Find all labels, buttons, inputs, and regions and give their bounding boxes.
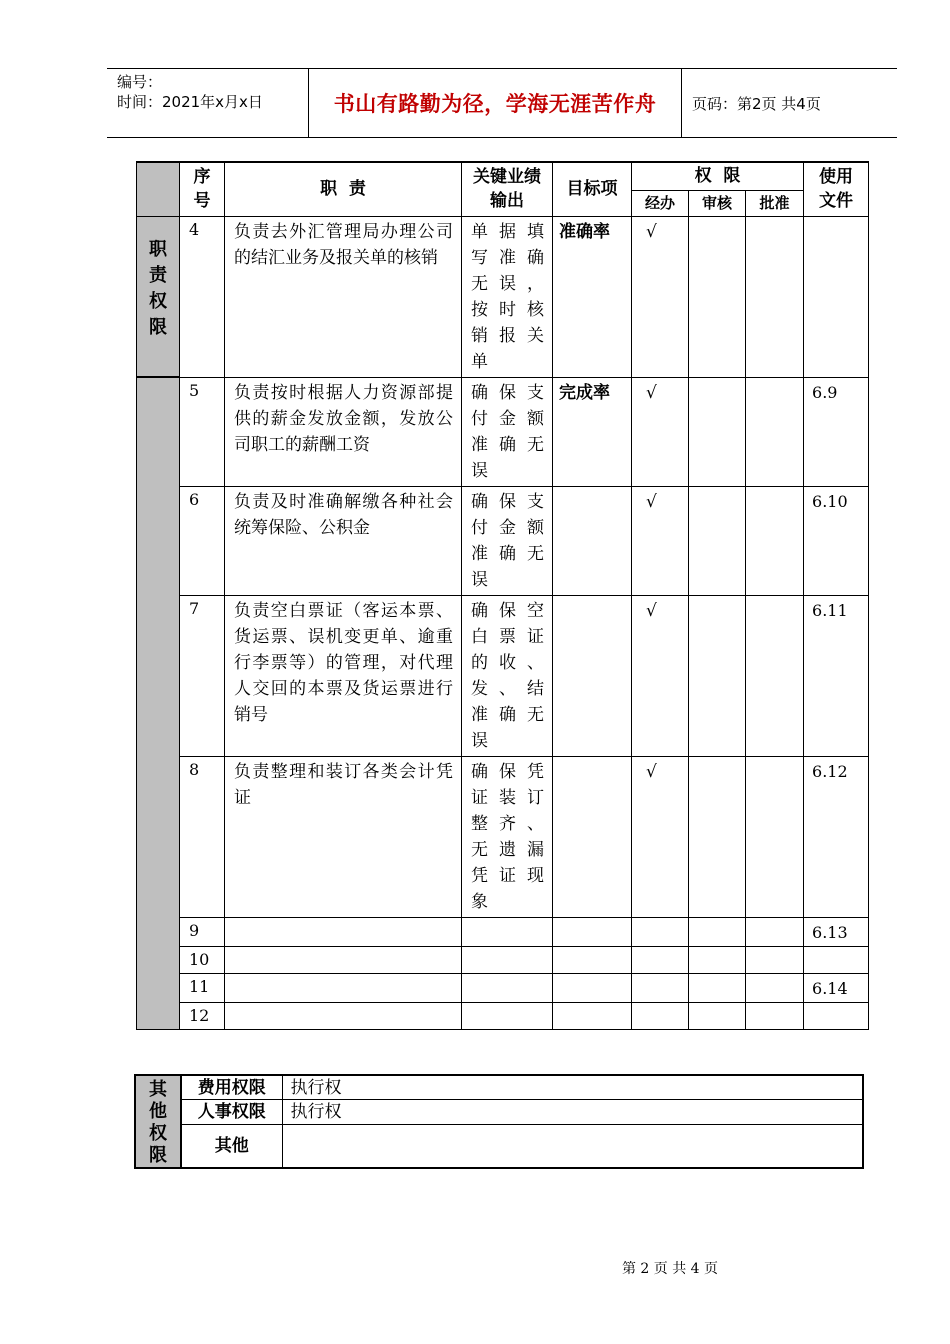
- document-number-label: 编号：: [117, 73, 163, 91]
- cell-target: [553, 486, 632, 595]
- cell-kpi: [462, 486, 553, 595]
- cell-review: [689, 216, 746, 377]
- other-authority-table: [134, 1074, 864, 1169]
- cell-review: [689, 917, 746, 946]
- side-label-duty-authority: [137, 216, 180, 377]
- header-approve: 批准: [746, 190, 804, 216]
- duty-authority-table: [136, 161, 869, 1030]
- cell-target: 准确率: [553, 216, 632, 377]
- cell-approve: [746, 917, 804, 946]
- cell-approve: [746, 377, 804, 486]
- header-kpi: 关键业绩输出: [462, 162, 553, 216]
- cell-handle: [632, 973, 689, 1002]
- cell-target: [553, 946, 632, 973]
- other-value: [282, 1125, 863, 1168]
- cell-seq: 8: [180, 756, 225, 917]
- table-row: [137, 377, 869, 486]
- document-time-label: 时间：2021年x月x日: [117, 93, 263, 111]
- kpi-line: 准确无: [471, 543, 544, 564]
- header-corner: [137, 162, 180, 216]
- cell-doc: 6.11: [804, 595, 869, 756]
- kpi-line: 单: [471, 351, 488, 372]
- kpi-line: 无误，: [471, 273, 544, 294]
- kpi-line: 确保空: [471, 600, 544, 621]
- header-page-cell: [682, 69, 897, 137]
- kpi-line: 的收、: [471, 652, 544, 673]
- cell-target: [553, 595, 632, 756]
- header-review: 审核: [689, 190, 746, 216]
- page-info: 页码：第2页 共4页: [692, 94, 821, 113]
- table-row: [137, 917, 869, 946]
- cell-approve: [746, 946, 804, 973]
- cell-kpi: [462, 917, 553, 946]
- cell-doc: 6.13: [804, 917, 869, 946]
- cell-approve: [746, 973, 804, 1002]
- cell-doc: 6.9: [804, 377, 869, 486]
- cell-kpi: [462, 377, 553, 486]
- cell-duty: 负责按时根据人力资源部提供的薪金发放金额，发放公司职工的薪酬工资: [225, 377, 462, 486]
- header-motto-cell: [309, 69, 682, 137]
- other-value: 执行权: [282, 1075, 863, 1100]
- cell-doc: [804, 216, 869, 377]
- cell-duty: 负责及时准确解缴各种社会统筹保险、公积金: [225, 486, 462, 595]
- cell-review: [689, 756, 746, 917]
- table-row: [137, 946, 869, 973]
- cell-seq: 10: [180, 946, 225, 973]
- kpi-line: 付金额: [471, 408, 544, 429]
- cell-review: [689, 595, 746, 756]
- cell-review: [689, 486, 746, 595]
- cell-handle: [632, 946, 689, 973]
- cell-duty: [225, 1002, 462, 1029]
- cell-duty: 负责空白票证（客运本票、货运票、误机变更单、逾重行李票等）的管理，对代理人交回的本票及货运票进行销号: [225, 595, 462, 756]
- other-label: 人事权限: [181, 1100, 282, 1125]
- table-row: [137, 595, 869, 756]
- cell-kpi: [462, 1002, 553, 1029]
- table-row: [135, 1075, 863, 1100]
- kpi-line: 确保支: [471, 382, 544, 403]
- cell-kpi: [462, 595, 553, 756]
- side-label-text: 职责权限: [149, 238, 167, 338]
- header-seq: 序号: [180, 162, 225, 216]
- kpi-line: 写准确: [471, 247, 544, 268]
- cell-approve: [746, 595, 804, 756]
- cell-review: [689, 973, 746, 1002]
- other-value: 执行权: [282, 1100, 863, 1125]
- cell-approve: [746, 756, 804, 917]
- header-handle: 经办: [632, 190, 689, 216]
- cell-doc: [804, 946, 869, 973]
- cell-seq: 4: [180, 216, 225, 377]
- cell-target: [553, 917, 632, 946]
- header-doc: 使用文件: [804, 162, 869, 216]
- table-row: [137, 486, 869, 595]
- kpi-line: 发、结: [471, 678, 544, 699]
- kpi-line: 确保支: [471, 491, 544, 512]
- cell-approve: [746, 1002, 804, 1029]
- header-target: 目标项: [553, 162, 632, 216]
- table-row: [137, 1002, 869, 1029]
- kpi-line: 误: [471, 569, 488, 590]
- cell-handle: √: [632, 595, 689, 756]
- table-row: [137, 973, 869, 1002]
- cell-seq: 6: [180, 486, 225, 595]
- kpi-line: 确保凭: [471, 761, 544, 782]
- other-side-label: [135, 1075, 181, 1168]
- cell-handle: √: [632, 486, 689, 595]
- cell-seq: 12: [180, 1002, 225, 1029]
- cell-handle: √: [632, 216, 689, 377]
- cell-duty: [225, 973, 462, 1002]
- cell-target: [553, 756, 632, 917]
- document-header: [107, 68, 897, 138]
- cell-target: 完成率: [553, 377, 632, 486]
- kpi-line: 误: [471, 730, 488, 751]
- kpi-line: 销报关: [471, 325, 544, 346]
- page-footer: 第 2 页 共 4 页: [621, 1261, 719, 1277]
- kpi-line: 准确无: [471, 704, 544, 725]
- side-gray-filler: [137, 377, 180, 1029]
- cell-duty: 负责整理和装订各类会计凭证: [225, 756, 462, 917]
- cell-kpi: [462, 973, 553, 1002]
- other-label: 费用权限: [181, 1075, 282, 1100]
- cell-doc: 6.14: [804, 973, 869, 1002]
- header-authority: 权 限: [632, 162, 804, 190]
- kpi-line: 误: [471, 460, 488, 481]
- cell-review: [689, 377, 746, 486]
- cell-handle: √: [632, 756, 689, 917]
- kpi-line: 按时核: [471, 299, 544, 320]
- cell-seq: 11: [180, 973, 225, 1002]
- kpi-line: 凭证现: [471, 865, 544, 886]
- kpi-line: 准确无: [471, 434, 544, 455]
- table-row: [137, 756, 869, 917]
- kpi-line: 付金额: [471, 517, 544, 538]
- kpi-line: 证装订: [471, 787, 544, 808]
- cell-review: [689, 1002, 746, 1029]
- table-row: [135, 1100, 863, 1125]
- cell-duty: [225, 917, 462, 946]
- cell-approve: [746, 486, 804, 595]
- cell-duty: 负责去外汇管理局办理公司的结汇业务及报关单的核销: [225, 216, 462, 377]
- header-duty: 职 责: [225, 162, 462, 216]
- kpi-line: 白票证: [471, 626, 544, 647]
- cell-target: [553, 973, 632, 1002]
- cell-handle: [632, 917, 689, 946]
- cell-doc: [804, 1002, 869, 1029]
- motto-text: 书山有路勤为径，学海无涯苦作舟: [333, 92, 657, 116]
- cell-kpi: [462, 946, 553, 973]
- cell-duty: [225, 946, 462, 973]
- table-row: [135, 1125, 863, 1168]
- cell-handle: √: [632, 377, 689, 486]
- cell-doc: 6.10: [804, 486, 869, 595]
- cell-approve: [746, 216, 804, 377]
- kpi-line: 无遗漏: [471, 839, 544, 860]
- cell-kpi: [462, 216, 553, 377]
- other-label: 其他: [181, 1125, 282, 1168]
- cell-review: [689, 946, 746, 973]
- kpi-line: 整齐、: [471, 813, 544, 834]
- header-meta-cell: [107, 69, 309, 137]
- cell-kpi: [462, 756, 553, 917]
- kpi-line: 象: [471, 891, 488, 912]
- cell-seq: 9: [180, 917, 225, 946]
- cell-handle: [632, 1002, 689, 1029]
- cell-seq: 5: [180, 377, 225, 486]
- other-side-label-text: 其他权限: [149, 1079, 167, 1166]
- cell-doc: 6.12: [804, 756, 869, 917]
- cell-seq: 7: [180, 595, 225, 756]
- kpi-line: 单据填: [471, 221, 544, 242]
- cell-target: [553, 1002, 632, 1029]
- table-row: [137, 216, 869, 377]
